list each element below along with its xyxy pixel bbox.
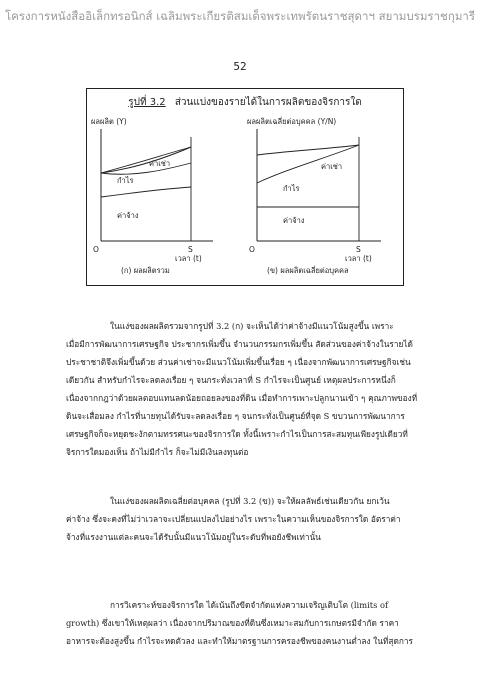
right-caption: (ข) ผลผลิตเฉลี่ยต่อบุคคล xyxy=(267,266,349,275)
figure-caption-title: ส่วนแบ่งของรายได้ในการผลิตของจิรการใด xyxy=(174,97,362,108)
paragraph-1 xyxy=(66,317,421,461)
text-line: เมื่อมีการพัฒนาการเศรษฐกิจ ประชากรเพิ่มขึ้น จำนวนกรรมกรเพิ่มขึ้น สัดส่วนของค่าจ้างในรายได้ xyxy=(66,339,413,349)
left-caption: (ก) ผลผลิตรวม xyxy=(121,266,170,275)
left-rent-curve xyxy=(101,147,191,173)
text-line: อาหารจะต้องสูงขึ้น กำไรจะหดตัวลง และทำให้มาตรฐานการครองชีพของคนงานต่ำลง ในที่สุดการ xyxy=(66,636,413,646)
text-line: ในแง่ของผลผลิตเฉลี่ยต่อบุคคล (รูปที่ 3.2 (ข)) จะให้ผลลัพธ์เช่นเดียวกัน ยกเว้น xyxy=(110,496,390,506)
page-number: 52 xyxy=(233,60,247,73)
right-label-rent: ค่าเช่า xyxy=(321,162,343,171)
right-label-wage: ค่าจ้าง xyxy=(283,216,305,225)
left-s-mark: S xyxy=(188,245,193,254)
right-total-curve xyxy=(257,145,359,155)
text-line: การวิเคราะห์ของจิรการใด ได้เน้นถึงขีดจำกัดแห่งความเจริญเติบโต (limits of xyxy=(110,600,389,610)
right-label-profit: กำไร xyxy=(283,184,300,193)
right-ylabel: ผลผลิตเฉลี่ยต่อบุคคล (Y/N) xyxy=(247,117,337,126)
text-line: เดียวกัน สำหรับกำไรจะลดลงเรื่อย ๆ จนกระทั่งเวลาที่ S กำไรจะเป็นศูนย์ เหตุผลประการหนึ่งก็ xyxy=(66,375,396,385)
text-line: growth) ซึ่งเขาให้เหตุผลว่า เนื่องจากปริมาณของที่ดินซึ่งเหมาะสมกับการเกษตรมีจำกัด ราคา xyxy=(66,618,399,628)
left-ylabel: ผลผลิต (Y) xyxy=(91,117,127,126)
left-label-profit: กำไร xyxy=(117,176,134,185)
left-label-wage: ค่าจ้าง xyxy=(117,211,139,220)
text-line: ในแง่ของผลผลิตรวมจากรูปที่ 3.2 (ก) จะเห็นได้ว่าค่าจ้างมีแนวโน้มสูงขึ้น เพราะ xyxy=(110,321,394,331)
paragraph-2 xyxy=(66,492,421,546)
text-line: ดินจะเสื่อมลง กำไรที่นายทุนได้รับจะลดลงเรื่อย ๆ จนกระทั่งเป็นศูนย์ที่จุด S ขบวนการพัฒนาการ xyxy=(66,411,405,421)
left-wage-curve xyxy=(101,187,191,197)
right-s-mark: S xyxy=(356,245,361,254)
paragraph-3 xyxy=(66,596,421,650)
left-profit-curve xyxy=(101,163,191,174)
text-line: เศรษฐกิจก็จะหยุดชะงักตามทรรศนะของจิรการใด ทั้งนี้เพราะกำไรเป็นการสะสมทุนเพียงรูปเดียวที่ xyxy=(66,429,408,439)
text-line: เนื่องจากกฎว่าด้วยผลตอบแทนลดน้อยถอยลงของที่ดิน เมื่อทำการเพาะปลูกนานเข้า ๆ คุณภาพของที่ xyxy=(66,393,418,403)
left-origin: O xyxy=(93,245,99,254)
right-xlabel: เวลา (t) xyxy=(345,254,372,263)
text-line: จ้างที่แรงงานแต่ละคนจะได้รับนั้นมีแนวโน้มอยู่ในระดับที่พอยังชีพเท่านั้น xyxy=(66,532,321,542)
text-line: ค่าจ้าง ซึ่งจะคงที่ไม่ว่าเวลาจะเปลี่ยนแปลงไปอย่างไร เพราะในความเห็นของจิรการใด อัตราค่า xyxy=(66,514,401,524)
text-line: จิรการใดมองเห็น ถ้าไม่มีกำไร ก็จะไม่มีเงินลงทุนต่อ xyxy=(66,447,249,457)
text-line: ประชาชาติจึงเพิ่มขึ้นด้วย ส่วนค่าเช่าจะมีแนวโน้มเพิ่มขึ้นเรื่อย ๆ เนื่องจากพัฒนาการเศรษฐกิจเช่น xyxy=(66,357,411,367)
left-xlabel: เวลา (t) xyxy=(175,254,202,263)
figure-box xyxy=(86,88,404,286)
page-header: โครงการหนังสืออิเล็กทรอนิกส์ เฉลิมพระเกียรติสมเด็จพระเทพรัตนราชสุดาฯ สยามบรมราชกุมารี xyxy=(4,9,476,23)
right-origin: O xyxy=(249,245,255,254)
right-profit-curve xyxy=(257,145,359,183)
left-label-rent: ค่าเช่า xyxy=(149,159,171,168)
figure-number: รูปที่ 3.2 xyxy=(128,97,166,108)
